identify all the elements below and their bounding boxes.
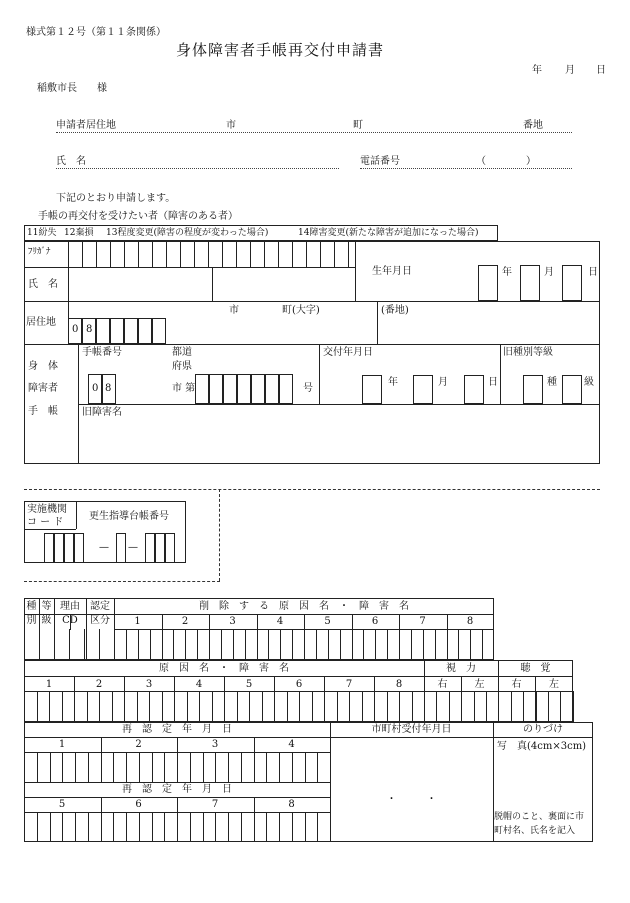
recert-col-8: 8 (288, 799, 295, 810)
issue-month-box[interactable] (413, 375, 433, 404)
fuken-label: 府県 (172, 361, 192, 372)
photo-size: 写 真(4cm×3cm) (497, 741, 587, 752)
recert-col-3: 3 (211, 739, 219, 750)
recert-title-a: 再 認 定 年 月 日 (122, 724, 232, 735)
agency-box[interactable] (145, 533, 155, 563)
cause-col-7: 7 (345, 679, 353, 690)
issue-day-label: 日 (488, 377, 498, 388)
h-cert-1: 認定 (90, 601, 110, 612)
hearing-left: 左 (549, 679, 559, 690)
agency-box[interactable] (165, 533, 175, 563)
receive-date-label: 市町村受付年月日 (371, 724, 452, 735)
techo-num-box[interactable] (237, 374, 251, 404)
techo-code-box[interactable] (102, 374, 116, 404)
shu-label: 種 (547, 377, 557, 388)
recert-col-4: 4 (288, 739, 295, 750)
pref-code-8: 8 (86, 324, 93, 335)
name-field[interactable] (56, 168, 339, 169)
h-cert-2: 区分 (90, 615, 110, 626)
birth-month-box[interactable] (520, 265, 540, 301)
applicant-town: 町 (353, 120, 363, 131)
form-number: 様式第１２号（第１１条関係） (26, 27, 166, 38)
old-grade-label: 旧種別等級 (503, 347, 553, 358)
delete-col-6: 6 (371, 616, 379, 627)
agency-code-box[interactable] (74, 533, 84, 563)
reason-damaged[interactable]: 12棄損 (64, 228, 94, 238)
residence-banchi: (番地) (381, 305, 409, 316)
techo-label-3: 手 帳 (28, 406, 58, 417)
issue-year-box[interactable] (362, 375, 382, 404)
birth-label: 生年月日 (372, 266, 412, 277)
applicant-city: 市 (226, 120, 236, 131)
recert-title-b: 再 認 定 年 月 日 (122, 784, 232, 795)
reason-grade-change[interactable]: 13程度変更(障害の程度が変わった場合) (106, 228, 269, 238)
todo-label: 都道 (172, 347, 192, 358)
registry-label: 更生指導台帳番号 (89, 511, 169, 522)
delete-col-8: 8 (466, 616, 474, 627)
cause-title: 原 因 名 ・ 障 害 名 (159, 663, 289, 674)
recert-col-2: 2 (135, 739, 142, 750)
techo-num-box[interactable] (195, 374, 209, 404)
phone-paren: （ ） (476, 156, 536, 167)
delete-col-4: 4 (276, 616, 284, 627)
birth-day-label: 日 (588, 267, 598, 278)
delete-col-3: 3 (229, 616, 236, 627)
issue-day-box[interactable] (464, 375, 484, 404)
agency-code-box[interactable] (44, 533, 54, 563)
hearing-right: 右 (511, 679, 522, 690)
reason-disability-change[interactable]: 14障害変更(新たな障害が追加になった場合) (298, 228, 479, 238)
recert-col-6: 6 (135, 799, 142, 810)
applicant-address-label: 申請者居住地 (56, 120, 116, 131)
cause-col-5: 5 (245, 679, 253, 690)
techo-label-1: 身 体 (28, 361, 58, 372)
address-code-box[interactable] (124, 318, 138, 344)
agency-box[interactable] (155, 533, 165, 563)
phone-label: 電話番号 (360, 156, 400, 167)
techo-code-8: 8 (105, 383, 112, 394)
dash-2: — (128, 542, 138, 553)
statement: 下記のとおり申請します。 (56, 193, 176, 204)
old-type-box[interactable] (523, 375, 543, 404)
addressee: 稲敷市長 様 (37, 83, 107, 94)
techo-num-box[interactable] (265, 374, 279, 404)
applicant-banchi: 番地 (523, 120, 543, 131)
name-label: 氏 名 (28, 279, 58, 290)
techo-code-0: 0 (92, 383, 99, 394)
address-code-box[interactable] (68, 318, 82, 344)
delete-col-7: 7 (419, 616, 426, 627)
h-reason-1: 理由 (60, 601, 80, 612)
old-grade-box[interactable] (562, 375, 582, 404)
techo-code-box[interactable] (88, 374, 102, 404)
recert-col-5: 5 (58, 799, 66, 810)
agency-code-box[interactable] (54, 533, 64, 563)
cause-col-1: 1 (45, 679, 53, 690)
recert-col-7: 7 (211, 799, 219, 810)
date-day-label: 日 (596, 65, 606, 76)
go-label: 号 (303, 383, 313, 394)
delete-col-1: 1 (134, 616, 141, 627)
address-code-box[interactable] (110, 318, 124, 344)
delete-col-2: 2 (181, 616, 189, 627)
issue-month-label: 月 (438, 377, 448, 388)
kyu-label: 級 (584, 377, 594, 388)
vision-left: 左 (474, 679, 485, 690)
address-code-box[interactable] (138, 318, 152, 344)
receive-date-dots: ・ ・ (386, 794, 437, 805)
cause-col-2: 2 (95, 679, 103, 690)
techo-num-box[interactable] (279, 374, 293, 404)
issue-date-label: 交付年月日 (323, 347, 373, 358)
address-field[interactable] (56, 132, 572, 133)
applicant-name-label: 氏 名 (56, 156, 86, 167)
residence-label: 居住地 (26, 317, 56, 328)
pref-code-0: 0 (72, 324, 79, 335)
vision-label: 視 力 (446, 663, 476, 674)
birth-month-label: 月 (544, 267, 554, 278)
cause-col-4: 4 (195, 679, 203, 690)
techo-num-box[interactable] (223, 374, 237, 404)
furigana-label: ﾌﾘｶﾞﾅ (28, 247, 51, 257)
date-month-label: 月 (565, 65, 575, 76)
issue-year-label: 年 (388, 377, 398, 388)
date-year-label: 年 (532, 65, 542, 76)
h-grade-2: 級 (41, 615, 52, 626)
birth-year-label: 年 (502, 267, 512, 278)
agency-code-label-1: 実施機関 (27, 504, 67, 515)
techo-num-box[interactable] (251, 374, 265, 404)
address-code-box[interactable] (96, 318, 110, 344)
h-type-2: 別 (26, 615, 37, 626)
agency-code-label-2: コ ー ド (27, 517, 64, 528)
cause-col-8: 8 (395, 679, 403, 690)
old-disability-label: 旧障害名 (82, 407, 122, 418)
photo-note-2: 町村名、氏名を記入 (494, 826, 576, 836)
address-code-box[interactable] (152, 318, 166, 344)
techo-number-label: 手帳番号 (82, 347, 122, 358)
birth-year-box[interactable] (478, 265, 498, 301)
shi-dai-label: 市 第 (172, 383, 196, 394)
birth-day-box[interactable] (562, 265, 582, 301)
photo-note-1: 脱帽のこと、裏面に市 (494, 812, 585, 822)
delete-col-5: 5 (324, 616, 331, 627)
hearing-label: 聴 覚 (520, 663, 551, 674)
reason-lost[interactable]: 11紛失 (27, 228, 57, 238)
vision-right: 右 (437, 679, 448, 690)
phone-field[interactable] (360, 168, 572, 169)
agency-box[interactable] (116, 533, 126, 563)
section-title: 手帳の再交付を受けたい者（障害のある者） (38, 211, 238, 222)
cause-col-3: 3 (145, 679, 153, 690)
h-grade-1: 等 (41, 601, 52, 612)
delete-title: 削 除 す る 原 因 名 ・ 障 害 名 (199, 601, 409, 612)
form-title: 身体障害者手帳再交付申請書 (176, 41, 385, 59)
residence-city: 市 (229, 305, 239, 316)
h-type-1: 種 (26, 601, 37, 612)
recert-col-1: 1 (58, 739, 66, 750)
address-code-box[interactable] (82, 318, 96, 344)
residence-town: 町(大字) (282, 305, 320, 316)
techo-label-2: 障害者 (28, 383, 58, 394)
h-reason-2: CD (62, 615, 78, 626)
cause-col-6: 6 (295, 679, 303, 690)
agency-code-box[interactable] (64, 533, 74, 563)
glue-label: のりづけ (523, 724, 563, 735)
dash-1: — (99, 542, 109, 553)
techo-num-box[interactable] (209, 374, 223, 404)
